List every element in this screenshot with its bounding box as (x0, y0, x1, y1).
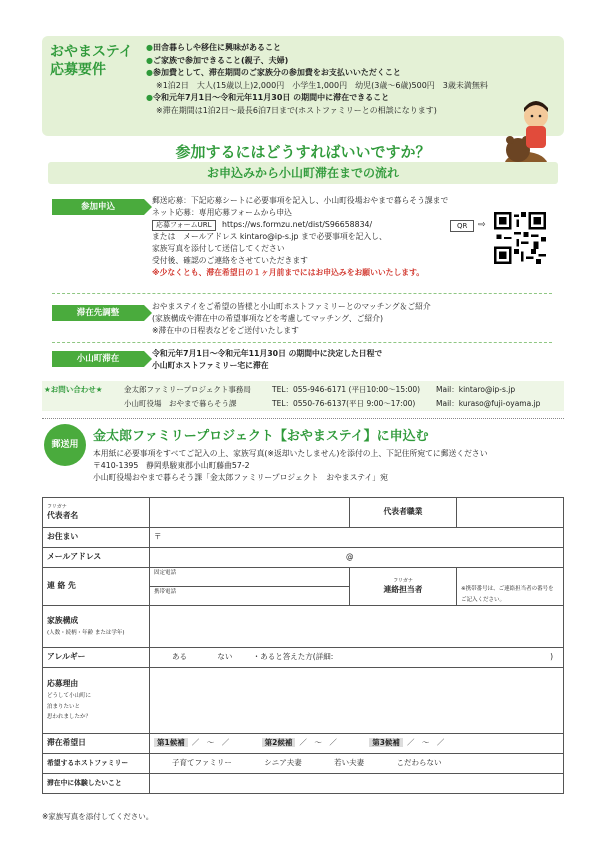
howto-heading: 参加するにはどうすればいいですか？ (175, 143, 431, 161)
host-label: 希望するホストファミリー (43, 754, 150, 774)
step-label-stay: 小山町滞在 (52, 351, 144, 367)
apply-address-line: 〒410-1395 静岡県駿東郡小山町藤曲57-2 (93, 461, 250, 470)
requirements-title-line1: おやまステイ (50, 44, 133, 60)
url-tag: 応募フォームURL (152, 220, 216, 231)
rep-name-label: フリガナ 代表者名 (43, 498, 150, 528)
form-row-contact (43, 568, 564, 606)
requirement-item: ●参加費として、滞在期間のご家族分の参加費をお支払いいただくこと (146, 68, 401, 77)
requirement-item: ●令和元年7月1日〜令和元年11月30日 の期間中に滞在できること (146, 93, 390, 102)
requirements-title-line2: 応募要件 (50, 61, 106, 78)
apply-net-method: ネット応募：専用応募フォームから申込 (152, 208, 292, 217)
choice1-date[interactable]: ／ 〜 ／ (191, 738, 230, 748)
apply-recipient-line: 小山町役場おやまで暮らそう課「金太郎ファミリープロジェクト おやまステイ」宛 (93, 473, 388, 482)
apply-title: 金太郎ファミリープロジェクト【おやまステイ】に申込む (93, 429, 429, 444)
family-label: 家族構成 (人数・続柄・年齢 または学年) (43, 606, 150, 648)
contact-tel1: TEL：055-946-6171 (平日10:00〜15:00) (272, 385, 421, 394)
allergy-field[interactable] (150, 648, 564, 668)
apply-email-method: または メールアドレス kintaro@ip-s.jp まで必要事項を記入し、 (152, 232, 387, 241)
host-option-senior[interactable]: シニア夫妻 (264, 758, 302, 768)
choice1-badge: 第1候補 (154, 738, 188, 747)
apply-instructions (93, 449, 488, 485)
choice2-badge: 第2候補 (262, 738, 296, 747)
apply-photo-note: 家族写真を添付して送信してください (152, 244, 285, 253)
requirements-panel (42, 36, 564, 136)
requirement-note: ※滞在期間は1泊2日〜最長6泊7日まで(ホストファミリーとの相談になります) (156, 105, 437, 115)
section-divider (42, 418, 564, 419)
stay-line: 令和元年7月1日〜令和元年11月30日 の期間中に決定した日程で (152, 349, 383, 358)
step-text-apply (152, 196, 448, 280)
choice3-badge: 第3候補 (369, 738, 403, 747)
form-row-email (43, 548, 564, 568)
address-label: お住まい (43, 528, 150, 548)
host-option-young[interactable]: 若い夫妻 (334, 758, 365, 768)
form-row-dates (43, 734, 564, 754)
form-row-address (43, 528, 564, 548)
allergy-label: アレルギー (43, 648, 150, 668)
contact-heading: ★お問い合わせ★ (44, 385, 103, 394)
adjust-line: おやまステイをご希望の皆様と小山町ホストファミリーとのマッチング＆ご紹介 (152, 302, 431, 311)
step-text-stay (152, 349, 382, 373)
reason-field[interactable] (150, 668, 564, 734)
postal-mark: 〒 (154, 532, 162, 542)
allergy-detail-label: ・あると答えた方(詳細: (252, 652, 334, 662)
step-label-apply: 参加申込 (52, 199, 144, 215)
host-option-any[interactable]: こだわらない (396, 758, 442, 768)
stay-line: 小山町ホストファミリー宅に滞在 (152, 361, 269, 370)
contact-mail1[interactable]: Mail：kintaro@ip-s.jp (436, 385, 516, 394)
requirement-item: ●ご家族で参加できること(親子、夫婦) (146, 55, 289, 65)
experience-label: 滞在中に体験したいこと (43, 774, 150, 794)
apply-deadline-note: ※少なくとも、滞在希望日の１ヶ月前までにはお申込みをお願いいたします。 (152, 268, 425, 277)
host-option-family[interactable]: 子育てファミリー (172, 758, 232, 768)
dates-label: 滞在希望日 (43, 734, 150, 754)
apply-mail-method: 郵送応募：下記応募シートに必要事項を記入し、小山町役場おやまで暮らそう課まで (152, 196, 449, 205)
choice2-date[interactable]: ／ 〜 ／ (299, 738, 337, 748)
contact-org1: 金太郎ファミリープロジェクト事務局 (124, 385, 251, 394)
contact-mail2[interactable]: Mail：kuraso@fuji-oyama.jp (436, 399, 541, 408)
allergy-yes-option[interactable]: ある (172, 652, 187, 662)
application-form (42, 497, 564, 794)
step-divider (52, 342, 552, 343)
qr-code-icon[interactable] (494, 212, 546, 264)
rep-job-field[interactable] (457, 498, 564, 528)
rep-name-field[interactable] (150, 498, 350, 528)
address-field[interactable] (150, 528, 564, 548)
rep-job-label: 代表者職業 (350, 498, 457, 528)
form-row-reason (43, 668, 564, 734)
form-row-allergy (43, 648, 564, 668)
requirement-note: ※1泊2日 大人(15歳以上)2,000円 小学生1,000円 幼児(3歳〜6歳)500円 3歳未満無料 (156, 80, 488, 90)
allergy-no-option[interactable]: ない (217, 652, 233, 662)
contact-tel2: TEL：0550-76-6137(平日 9:00〜17:00) (272, 399, 416, 408)
mobile-note: ※携帯番号は、ご連絡担当者の番号をご記入ください。 (461, 586, 554, 603)
adjust-line: ※滞在中の日程表などをご送付いたします (152, 326, 299, 335)
mobile-field[interactable]: 携帯電話 (154, 589, 177, 595)
choice3-date[interactable]: ／ 〜 ／ (406, 738, 445, 748)
reason-label: 応募理由 どうして小山町に 泊まりたいと 思われましたか？ (43, 668, 150, 734)
step-text-adjust (152, 302, 431, 338)
requirements-title (50, 44, 140, 79)
apply-form-link[interactable]: https://ws.formzu.net/dist/S96658834/ (222, 220, 373, 229)
footnote: ※家族写真を添付してください。 (42, 812, 154, 821)
adjust-line: (家族構成や滞在中の希望事項などを考慮してマッチング、ご紹介) (152, 314, 384, 323)
arrow-icon: ⇨ (478, 220, 486, 230)
mail-badge: 郵送用 (44, 424, 86, 466)
email-label: メールアドレス (43, 548, 150, 568)
dates-field[interactable] (150, 734, 564, 754)
experience-field[interactable] (150, 774, 564, 794)
host-field[interactable] (150, 754, 564, 774)
landline-field[interactable]: 固定電話 (150, 568, 349, 587)
flow-heading: お申込みから小山町滞在までの流れ (48, 162, 558, 184)
email-field[interactable] (150, 548, 564, 568)
apply-url-row (152, 220, 448, 232)
form-row-host (43, 754, 564, 774)
at-mark: @ (346, 552, 354, 562)
qr-tag: QR (450, 220, 474, 232)
step-label-adjust: 滞在先調整 (52, 305, 144, 321)
contact-org2: 小山町役場 おやまで暮らそう課 (124, 399, 237, 408)
form-row-rep (43, 498, 564, 528)
apply-confirm-note: 受付後、確認のご連絡をさせていただきます (152, 256, 308, 265)
requirement-item: ●田舎暮らしや移住に興味があること (146, 43, 281, 52)
contact-label: 連 絡 先 (43, 568, 150, 606)
form-row-experience (43, 774, 564, 794)
step-divider (52, 293, 552, 294)
allergy-close: ) (550, 652, 553, 662)
contact-person-field[interactable] (457, 568, 564, 606)
family-field[interactable] (150, 606, 564, 648)
apply-instruction-line: 本用紙に必要事項をすべてご記入の上、家族写真(※返却いたしません)を添付の上、下記住所宛てに郵送ください (93, 449, 488, 458)
phone-cell (150, 568, 350, 606)
form-row-family (43, 606, 564, 648)
contact-person-label: フリガナ 連絡担当者 (350, 568, 457, 606)
